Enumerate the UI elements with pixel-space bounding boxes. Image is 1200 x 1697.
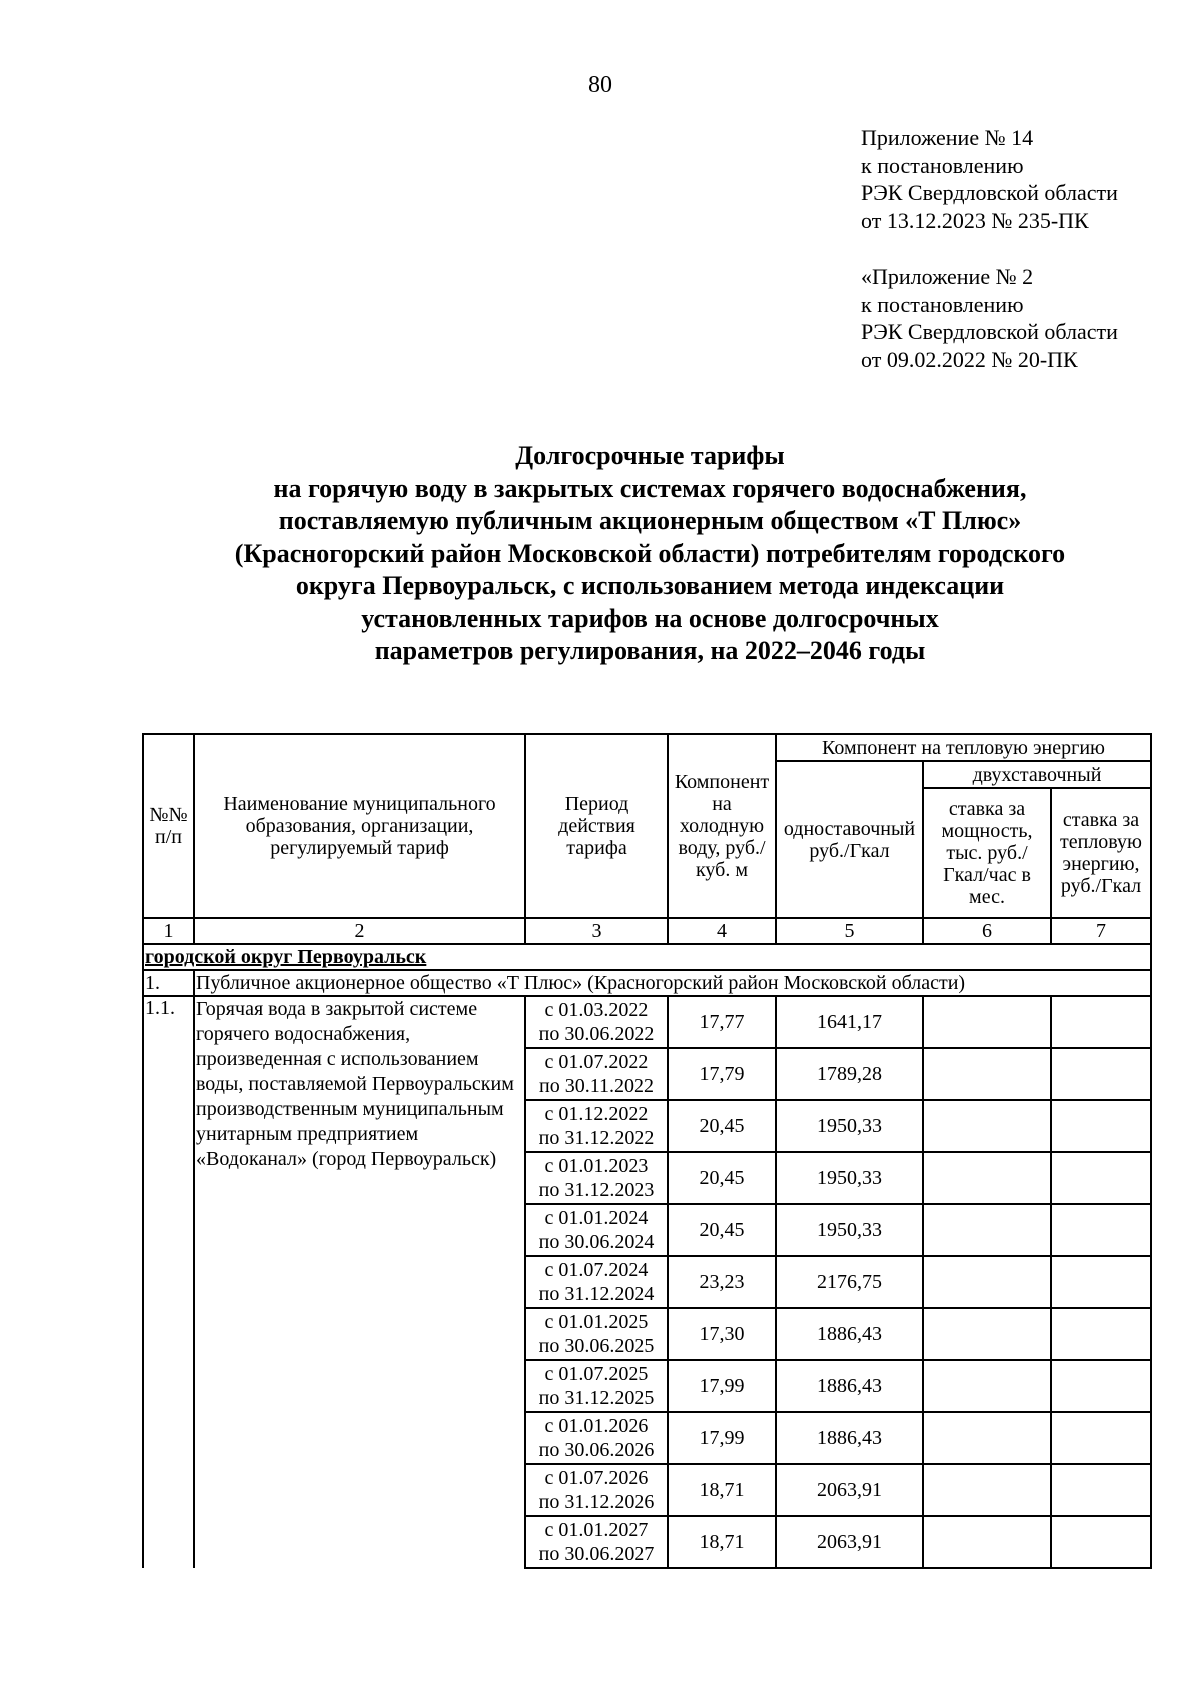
capacity-rate-value (923, 1412, 1051, 1464)
single-rate-value: 1886,43 (776, 1308, 923, 1360)
energy-rate-value (1051, 1464, 1151, 1516)
header-cold-water: Компонент на холодную воду, руб./куб. м (668, 734, 776, 918)
energy-rate-value (1051, 1256, 1151, 1308)
period-cell (525, 1464, 668, 1516)
period-cell (525, 1204, 668, 1256)
period-to: по 30.06.2022 (538, 1023, 655, 1045)
single-rate-value: 2176,75 (776, 1256, 923, 1308)
capacity-rate-value (923, 1360, 1051, 1412)
column-number: 3 (525, 918, 668, 944)
single-rate-value: 1950,33 (776, 1152, 923, 1204)
cold-water-value: 20,45 (668, 1100, 776, 1152)
cold-water-value: 20,45 (668, 1204, 776, 1256)
period-from: с 01.03.2022 (544, 999, 649, 1021)
capacity-rate-value (923, 1100, 1051, 1152)
header-num: №№ п/п (143, 734, 194, 918)
header-name: Наименование муниципального образования, организации, регулируемый тариф (194, 734, 525, 918)
period-from: с 01.01.2026 (544, 1415, 649, 1437)
single-rate-value: 1789,28 (776, 1048, 923, 1100)
column-number: 4 (668, 918, 776, 944)
title-line: параметров регулирования, на 2022–2046 годы (374, 636, 926, 665)
single-rate-value: 1950,33 (776, 1100, 923, 1152)
appendix-line: от 09.02.2022 № 20-ПК (861, 346, 1078, 372)
single-rate-value: 1641,17 (776, 996, 923, 1048)
period-to: по 30.06.2027 (538, 1543, 655, 1565)
column-number: 6 (923, 918, 1051, 944)
energy-rate-value (1051, 1152, 1151, 1204)
period-cell (525, 1100, 668, 1152)
capacity-rate-value (923, 1516, 1051, 1568)
cold-water-value: 17,77 (668, 996, 776, 1048)
header-heat-group: Компонент на тепловую энергию (776, 734, 1151, 761)
item-name: Горячая вода в закрытой системе горячего водоснабжения, произведенная с использованием воды, поставляемой Первоуральским производственным муниципальным унитарным предприятием «Водоканал» (город Первоуральск) (194, 996, 525, 1568)
single-rate-value: 1950,33 (776, 1204, 923, 1256)
capacity-rate-value (923, 1308, 1051, 1360)
energy-rate-value (1051, 1360, 1151, 1412)
capacity-rate-value (923, 1048, 1051, 1100)
header-energy-rate: ставка за тепловую энергию, руб./Гкал (1051, 788, 1151, 918)
capacity-rate-value (923, 996, 1051, 1048)
energy-rate-value (1051, 1100, 1151, 1152)
period-from: с 01.01.2024 (544, 1207, 649, 1229)
capacity-rate-value (923, 1256, 1051, 1308)
single-rate-value: 2063,91 (776, 1516, 923, 1568)
period-from: с 01.01.2027 (544, 1519, 649, 1541)
period-cell (525, 1516, 668, 1568)
org-name: Публичное акционерное общество «Т Плюс» (Красногорский район Московской области) (194, 970, 1151, 996)
period-cell (525, 1360, 668, 1412)
appendix-line: к постановлению (861, 291, 1024, 317)
capacity-rate-value (923, 1152, 1051, 1204)
energy-rate-value (1051, 996, 1151, 1048)
appendix-previous (861, 263, 1118, 373)
org-num: 1. (143, 970, 194, 996)
column-number: 7 (1051, 918, 1151, 944)
title-line: (Красногорский район Московской области) потребителям городского (234, 538, 1066, 568)
tariff-table (142, 733, 1152, 1569)
period-to: по 30.06.2026 (538, 1439, 655, 1461)
column-number: 5 (776, 918, 923, 944)
appendix-current (861, 124, 1118, 234)
cold-water-value: 17,30 (668, 1308, 776, 1360)
appendix-line: «Приложение № 2 (861, 264, 1034, 289)
single-rate-value: 1886,43 (776, 1360, 923, 1412)
period-from: с 01.07.2026 (544, 1467, 649, 1489)
title-line: на горячую воду в закрытых системах горячего водоснабжения, (273, 473, 1027, 503)
capacity-rate-value (923, 1204, 1051, 1256)
title-line: установленных тарифов на основе долгосрочных (361, 603, 939, 633)
cold-water-value: 17,79 (668, 1048, 776, 1100)
title-line: округа Первоуральск, с использованием метода индексации (295, 571, 1005, 600)
title-line: поставляемую публичным акционерным обществом «Т Плюс» (278, 506, 1022, 535)
cold-water-value: 17,99 (668, 1360, 776, 1412)
period-cell (525, 1308, 668, 1360)
header-single-rate: одноставочный руб./Гкал (776, 761, 923, 918)
page-number: 80 (588, 72, 612, 98)
period-cell (525, 1412, 668, 1464)
period-to: по 31.12.2025 (538, 1387, 655, 1409)
column-number: 1 (143, 918, 194, 944)
title-line: Долгосрочные тарифы (515, 441, 785, 470)
period-cell (525, 1048, 668, 1100)
cold-water-value: 18,71 (668, 1516, 776, 1568)
energy-rate-value (1051, 1516, 1151, 1568)
period-to: по 31.12.2022 (538, 1127, 655, 1149)
column-number: 2 (194, 918, 525, 944)
table-row (143, 996, 1151, 1048)
district-row (143, 944, 1151, 970)
cold-water-value: 23,23 (668, 1256, 776, 1308)
appendix-line: РЭК Свердловской области (861, 319, 1118, 344)
cold-water-value: 20,45 (668, 1152, 776, 1204)
period-from: с 01.12.2022 (544, 1103, 649, 1125)
energy-rate-value (1051, 1412, 1151, 1464)
period-to: по 30.06.2025 (538, 1335, 655, 1357)
period-to: по 31.12.2024 (538, 1283, 655, 1305)
single-rate-value: 1886,43 (776, 1412, 923, 1464)
period-to: по 31.12.2026 (538, 1491, 655, 1513)
period-to: по 30.11.2022 (539, 1075, 654, 1097)
period-cell (525, 1256, 668, 1308)
appendix-line: к постановлению (861, 152, 1024, 178)
period-from: с 01.07.2025 (544, 1363, 649, 1385)
document-title (100, 440, 1200, 668)
period-from: с 01.07.2024 (544, 1259, 649, 1281)
cold-water-value: 18,71 (668, 1464, 776, 1516)
item-num: 1.1. (143, 996, 194, 1568)
header-period: Период действия тарифа (525, 734, 668, 918)
appendix-line: РЭК Свердловской области (861, 180, 1118, 205)
single-rate-value: 2063,91 (776, 1464, 923, 1516)
energy-rate-value (1051, 1048, 1151, 1100)
header-two-rate: двухставочный (923, 761, 1151, 788)
period-cell (525, 1152, 668, 1204)
header-capacity-rate: ставка за мощность, тыс. руб./Гкал/час в мес. (923, 788, 1051, 918)
period-from: с 01.01.2023 (544, 1155, 649, 1177)
appendix-line: от 13.12.2023 № 235-ПК (861, 207, 1089, 233)
district-name: городской округ Первоуральск (145, 946, 427, 968)
appendix-line: Приложение № 14 (861, 125, 1034, 150)
energy-rate-value (1051, 1204, 1151, 1256)
cold-water-value: 17,99 (668, 1412, 776, 1464)
energy-rate-value (1051, 1308, 1151, 1360)
period-to: по 31.12.2023 (538, 1179, 655, 1201)
period-from: с 01.07.2022 (544, 1051, 649, 1073)
period-to: по 30.06.2024 (538, 1231, 655, 1253)
capacity-rate-value (923, 1464, 1051, 1516)
period-cell (525, 996, 668, 1048)
period-from: с 01.01.2025 (544, 1311, 649, 1333)
